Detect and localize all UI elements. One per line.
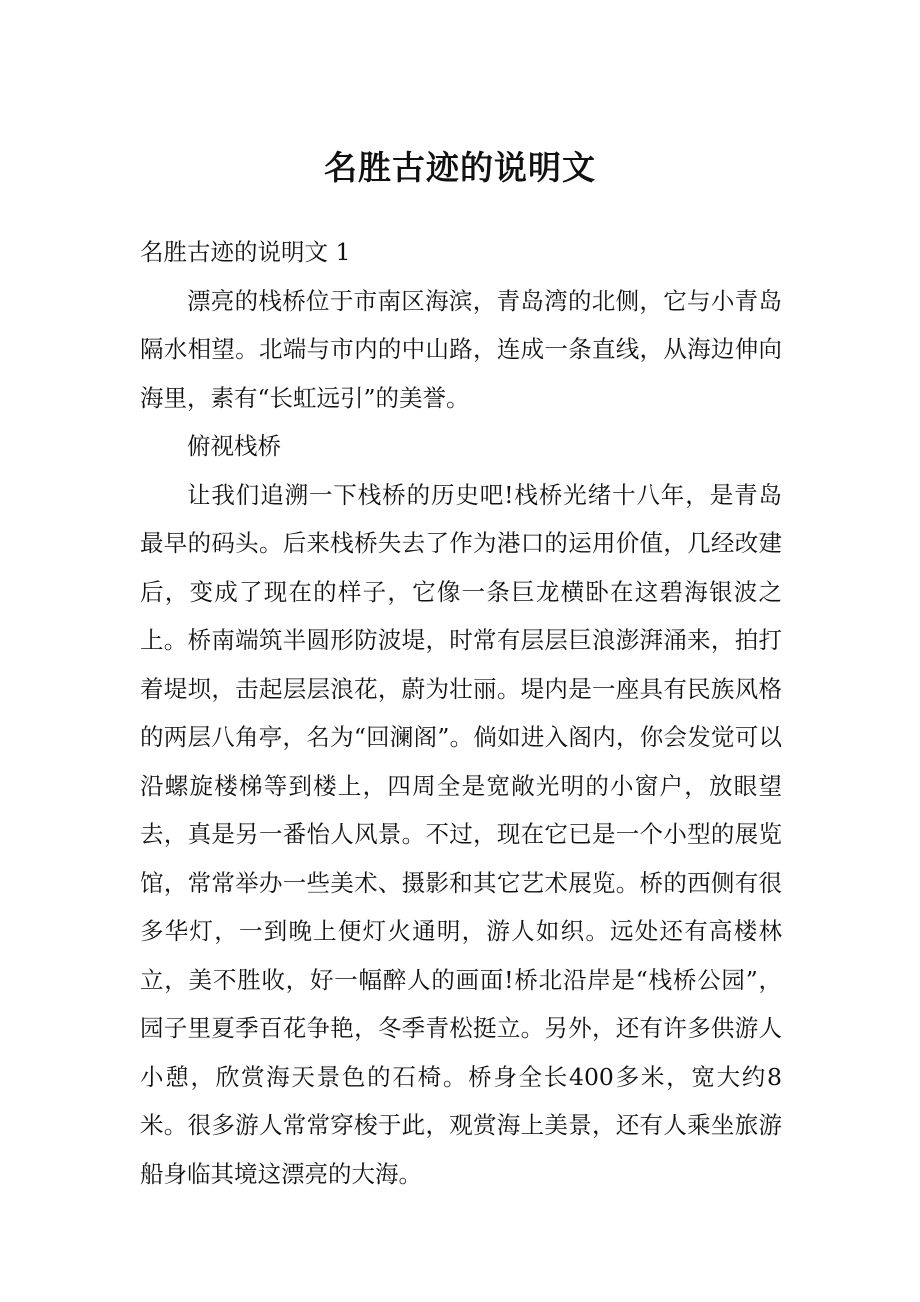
section-heading: 名胜古迹的说明文 1 (140, 238, 351, 266)
paragraph-intro: 漂亮的栈桥位于市南区海滨，青岛湾的北侧，它与小青岛隔水相望。北端与市内的中山路，连成一条直线，从海边伸向海里，素有“长虹远引”的美誉。 (140, 286, 782, 412)
page-title: 名胜古迹的说明文 (324, 148, 596, 187)
paragraph-subheading: 俯视栈桥 (187, 432, 281, 460)
document-body (140, 228, 782, 1198)
paragraph-history: 让我们追溯一下栈桥的历史吧!栈桥光绪十八年，是青岛最早的码头。后来栈桥失去了作为港口的运用价值，几经改建后，变成了现在的样子，它像一条巨龙横卧在这碧海银波之上。桥南端筑半圆形防波堤，时常有层层巨浪澎湃涌来，拍打着堤坝，击起层层浪花，蔚为壮丽。堤内是一座具有民族风格的两层八角亭，名为“回澜阁”。倘如进入阁内，你会发觉可以沿螺旋楼梯等到楼上，四周全是宽敞光明的小窗户，放眼望去，真是另一番怡人风景。不过，现在它已是一个小型的展览馆，常常举办一些美术、摄影和其它艺术展览。桥的西侧有很多华灯，一到晚上便灯火通明，游人如织。远处还有高楼林立，美不胜收，好一幅醉人的画面!桥北沿岸是“栈桥公园”，园子里夏季百花争艳，冬季青松挺立。另外，还有许多供游人小憩，欣赏海天景色的石椅。桥身全长400多米，宽大约8米。很多游人常常穿梭于此，观赏海上美景，还有人乘坐旅游船身临其境这漂亮的大海。 (140, 480, 782, 1188)
